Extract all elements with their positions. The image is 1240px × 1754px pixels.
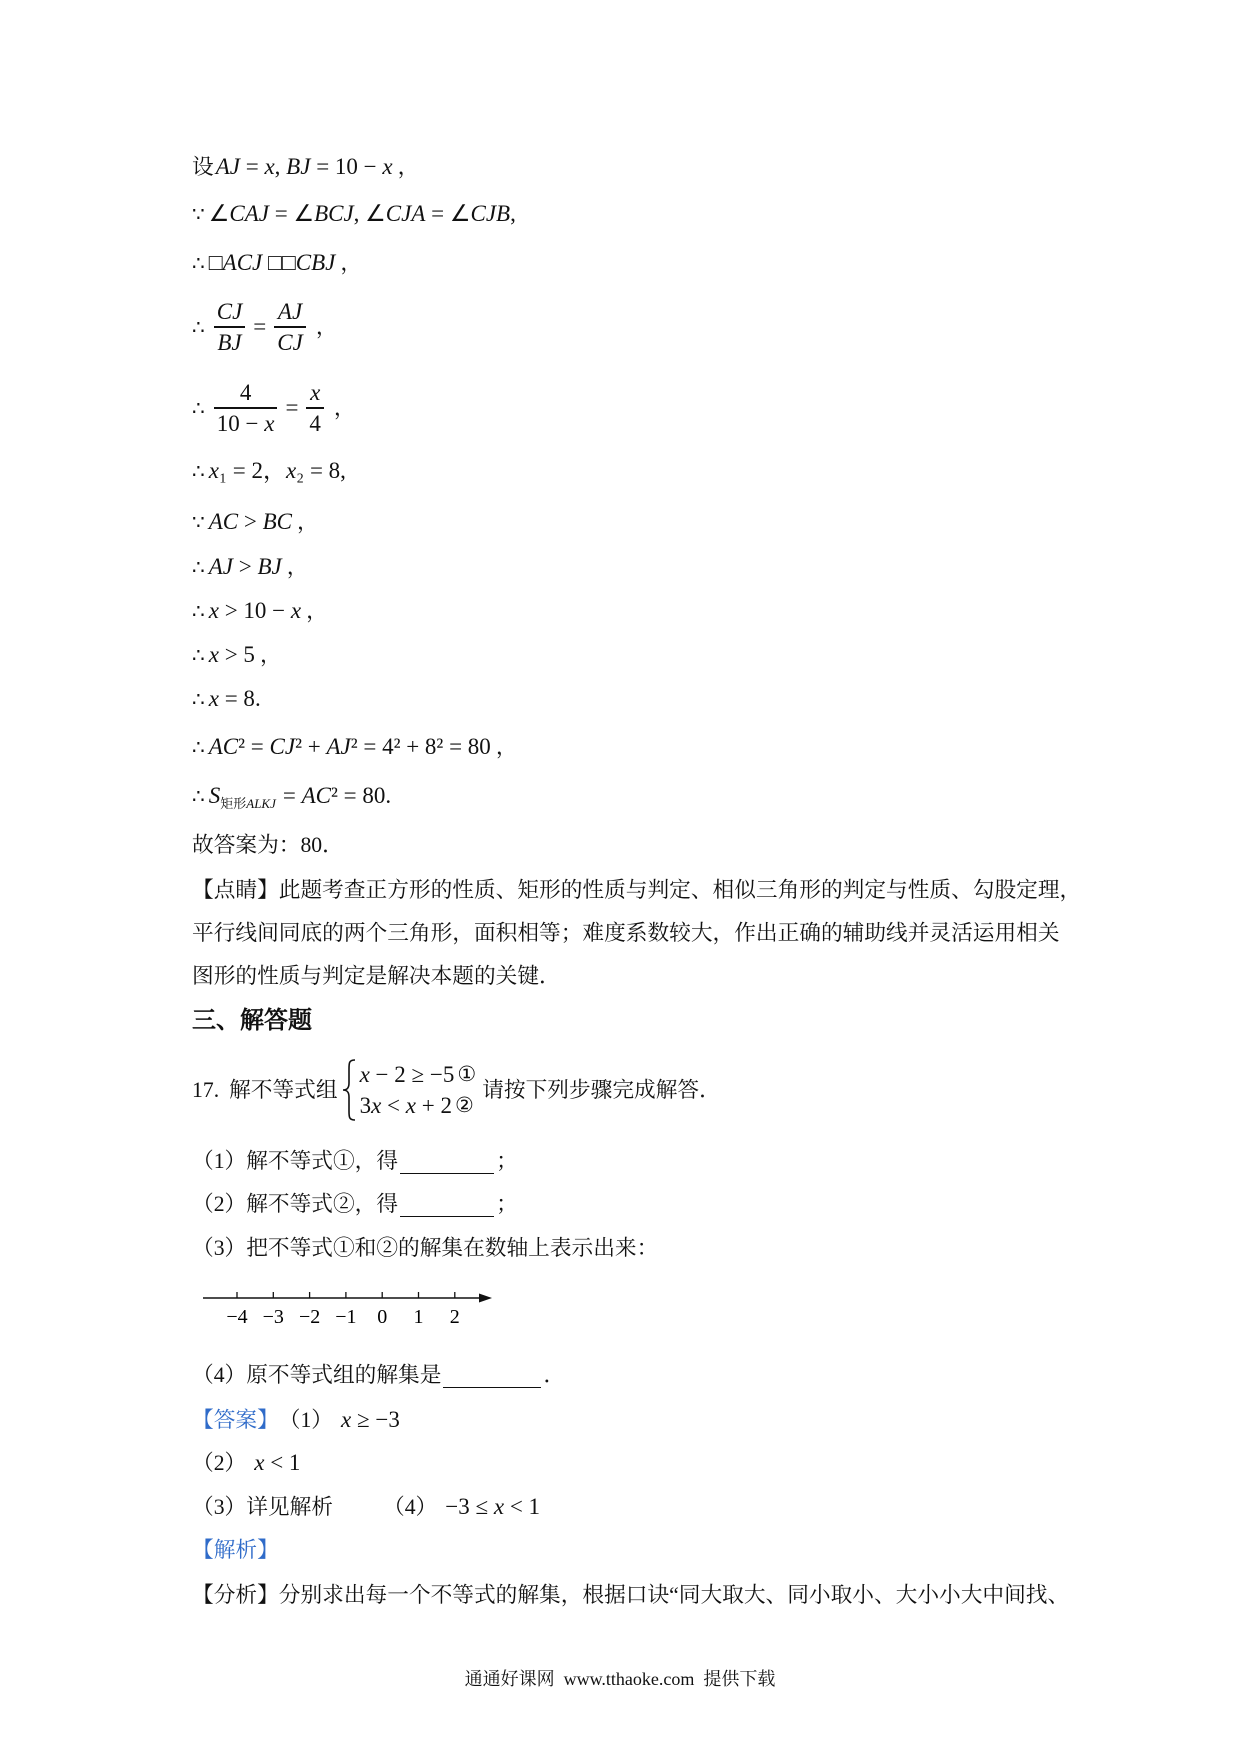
answer-label: （3） — [192, 1495, 247, 1519]
math-variable: x — [264, 154, 275, 179]
math-variable: x — [208, 686, 219, 711]
math-variable: CAJ — [229, 201, 269, 226]
math-variable: x — [208, 642, 219, 667]
math-variable: ALKJ — [246, 796, 276, 811]
insight-line-2 — [192, 913, 1060, 953]
step-math: □ACJ □□CBJ — [208, 250, 336, 275]
analysis-line — [192, 1575, 1069, 1615]
therefore-symbol: ∴ — [192, 251, 205, 275]
math-variable: x — [310, 380, 321, 406]
step-lead: 设 — [192, 155, 214, 179]
tick-label: 2 — [449, 1306, 460, 1328]
step-tail: ， — [315, 315, 338, 339]
step-math: AJ = x, BJ = 10 − x — [215, 154, 393, 179]
analysis-text: 分别求出每一个不等式的解集，根据口诀“同大取大、同小取小、大小小大中间找、 — [278, 1583, 1070, 1607]
answer-text: 详见解析 — [246, 1495, 333, 1519]
tick-label: −4 — [226, 1306, 248, 1328]
part-label: （1） — [192, 1149, 247, 1173]
fraction-numerator: 4 — [239, 380, 252, 406]
step-tail: ， — [397, 155, 420, 179]
tick-label: −2 — [298, 1306, 321, 1328]
step-tail: ， — [259, 643, 282, 667]
math-variable: x — [254, 1450, 265, 1475]
fraction-numerator — [307, 378, 323, 407]
math-variable: x — [382, 154, 393, 179]
math-variable: x — [285, 458, 297, 483]
step-tail: ， — [495, 735, 518, 759]
step-tail: , — [510, 201, 516, 226]
inequality-2 — [360, 1090, 477, 1121]
math-variable: x — [208, 458, 219, 483]
part-end: ． — [543, 1363, 566, 1387]
answer-math: x ≥ −3 — [341, 1407, 400, 1432]
step-tail: ， — [297, 510, 319, 534]
solution-conclusion — [192, 825, 344, 865]
answer-blank[interactable] — [400, 1192, 494, 1217]
math-variable: CJA — [385, 201, 426, 226]
solution-step-1 — [192, 147, 419, 187]
math-variable: AC — [208, 734, 239, 759]
step-math: AC > BC — [208, 509, 292, 534]
math-variable: x — [290, 598, 302, 623]
math-variable: AJ — [277, 299, 303, 325]
explanation-tag: 【解析】 — [192, 1538, 279, 1562]
equals-sign: = — [253, 314, 267, 339]
step-math: x = 8 — [208, 686, 255, 711]
step-tail: ， — [306, 599, 328, 623]
math-variable: BJ — [257, 554, 282, 579]
solution-step-2 — [192, 194, 516, 234]
solution-step-4 — [192, 287, 338, 367]
step-tail: ， — [333, 396, 356, 420]
step-math: AC² = CJ² + AJ² = 4² + 8² = 80 — [208, 734, 491, 759]
math-variable: x — [493, 1494, 505, 1519]
inequality-expression: x − 2 ≥ −5 — [359, 1062, 455, 1087]
math-variable: AC — [301, 783, 331, 808]
because-symbol: ∵ — [192, 510, 205, 534]
solution-step-13 — [192, 776, 391, 816]
math-variable: AJ — [326, 734, 351, 759]
analysis-tag: 【分析】 — [192, 1583, 279, 1607]
question-stem-tail: 请按下列步骤完成解答． — [482, 1078, 721, 1102]
question-17-stem — [192, 1050, 721, 1130]
therefore-symbol: ∴ — [192, 784, 205, 808]
section-heading: 三、解答题 — [192, 1008, 312, 1034]
therefore-symbol: ∴ — [192, 396, 205, 420]
part-text: 原不等式组的解集是 — [246, 1363, 442, 1387]
answer-label: （4） — [383, 1495, 438, 1519]
math-variable: S — [208, 783, 221, 808]
arrow-right-icon — [479, 1294, 492, 1303]
explanation-line — [192, 1530, 279, 1570]
answer-label: （2） — [192, 1451, 247, 1475]
solution-step-12 — [192, 727, 518, 767]
inequality-marker: ② — [454, 1093, 474, 1117]
math-variable: BC — [262, 509, 292, 534]
solution-step-11 — [192, 679, 261, 719]
math-variable: CJ — [269, 734, 296, 759]
part-label: （4） — [192, 1363, 247, 1387]
part-label: （2） — [192, 1192, 247, 1216]
solution-step-9 — [192, 591, 328, 631]
tick-label: −3 — [262, 1306, 284, 1328]
left-brace-icon — [341, 1058, 357, 1122]
math-variable: CJB — [470, 201, 511, 226]
question-stem-lead: 解不等式组 — [229, 1078, 338, 1102]
math-variable: x — [405, 1093, 416, 1118]
step-math: ∠CAJ = ∠BCJ, ∠CJA = ∠CJB — [208, 201, 511, 226]
inequality-1 — [360, 1059, 477, 1090]
solution-step-7 — [192, 502, 319, 542]
area-subscript: 矩形ALKJ — [220, 796, 276, 811]
answer-line-2 — [192, 1443, 300, 1483]
math-variable: x — [208, 598, 219, 623]
answer-blank[interactable] — [443, 1363, 541, 1388]
part-text: 解不等式①，得 — [246, 1149, 399, 1173]
part-label: （3） — [192, 1236, 247, 1260]
part-end: ； — [496, 1149, 518, 1173]
step-math: AJ > BJ — [208, 554, 282, 579]
insight-tag: 【点睛】 — [192, 878, 279, 902]
question-part-2 — [192, 1184, 518, 1224]
solution-step-6 — [192, 451, 346, 491]
step-tail: , — [340, 458, 346, 483]
therefore-symbol: ∴ — [192, 459, 205, 483]
math-variable: BCJ — [314, 201, 354, 226]
conclusion-text: 故答案为：80． — [192, 833, 344, 857]
answer-math: −3 ≤ x < 1 — [445, 1494, 541, 1519]
answer-line-1 — [192, 1400, 400, 1440]
answer-line-3 — [192, 1487, 540, 1527]
part-text: 把不等式①和②的解集在数轴上表示出来： — [246, 1236, 659, 1260]
inequality-expression: 3x < x + 2 — [359, 1093, 452, 1118]
fraction-numerator — [275, 297, 305, 326]
inequality-marker: ① — [457, 1062, 477, 1086]
solution-step-5 — [192, 368, 356, 448]
insight-line-3 — [192, 956, 561, 996]
therefore-symbol: ∴ — [192, 735, 205, 759]
math-variable: x — [359, 1062, 370, 1087]
fraction-left — [214, 378, 278, 438]
math-variable: ACJ — [222, 250, 263, 275]
answer-label: （1） — [278, 1408, 333, 1432]
tick-label: −1 — [335, 1306, 357, 1328]
step-tail: ， — [340, 251, 363, 275]
insight-text: 平行线间同底的两个三角形，面积相等；难度系数较大，作出正确的辅助线并灵活运用相关 — [192, 921, 1060, 945]
math-variable: x — [341, 1407, 352, 1432]
fraction-right — [274, 297, 306, 357]
solution-step-3 — [192, 243, 362, 283]
question-part-3 — [192, 1228, 658, 1268]
tick-label: 0 — [377, 1306, 388, 1328]
because-symbol: ∵ — [192, 202, 205, 226]
question-part-1 — [192, 1141, 518, 1181]
therefore-symbol: ∴ — [192, 315, 205, 339]
insight-text: 此题考查正方形的性质、矩形的性质与判定、相似三角形的判定与性质、勾股定理， — [278, 878, 1082, 902]
step-tail: ， — [286, 555, 309, 579]
part-end: ； — [496, 1192, 518, 1216]
step-math: x > 5 — [208, 642, 255, 667]
fraction-denominator — [214, 328, 244, 357]
number-line — [190, 1280, 510, 1330]
area-symbol — [209, 776, 221, 816]
inequality-system — [360, 1059, 477, 1121]
math-variable: x — [264, 410, 275, 436]
math-variable: AJ — [208, 554, 233, 579]
equals-sign: = — [285, 395, 299, 420]
fraction-denominator: 4 — [309, 410, 321, 436]
fraction-right — [306, 378, 324, 438]
therefore-symbol: ∴ — [192, 643, 205, 667]
fraction-numerator — [214, 297, 246, 326]
answer-tag: 【答案】 — [192, 1408, 279, 1432]
fraction-denominator — [274, 328, 306, 357]
step-tail: . — [385, 783, 392, 808]
step-math: = AC² = 80 — [282, 783, 386, 808]
step-math: x > 10 − x — [208, 598, 302, 623]
math-variable: CJ — [277, 329, 303, 355]
math-variable: BJ — [286, 154, 311, 179]
answer-blank[interactable] — [400, 1149, 494, 1174]
math-variable: AJ — [215, 154, 240, 179]
step-math: x₁ = 2，x₂ = 8 — [208, 458, 341, 483]
tick-label: 1 — [413, 1306, 424, 1328]
question-part-4 — [192, 1355, 565, 1395]
math-variable: AC — [208, 509, 239, 534]
step-tail: . — [254, 686, 261, 711]
math-variable: CJ — [216, 299, 243, 325]
fraction-denominator: 10 − x — [216, 410, 275, 436]
fraction-left — [214, 297, 246, 357]
math-variable: x — [371, 1093, 382, 1118]
insight-line-1 — [192, 870, 1081, 910]
math-variable: BJ — [217, 329, 242, 355]
insight-text: 图形的性质与判定是解决本题的关键． — [192, 964, 561, 988]
therefore-symbol: ∴ — [192, 687, 205, 711]
solution-step-8 — [192, 547, 308, 587]
part-text: 解不等式②，得 — [246, 1192, 399, 1216]
question-number: 17. — [192, 1078, 220, 1102]
therefore-symbol: ∴ — [192, 555, 205, 579]
page-footer: 通通好课网 www.tthaoke.com 提供下载 — [464, 1669, 776, 1689]
solution-step-10 — [192, 635, 282, 675]
therefore-symbol: ∴ — [192, 599, 205, 623]
math-variable: CBJ — [295, 250, 336, 275]
answer-math: x < 1 — [254, 1450, 301, 1475]
